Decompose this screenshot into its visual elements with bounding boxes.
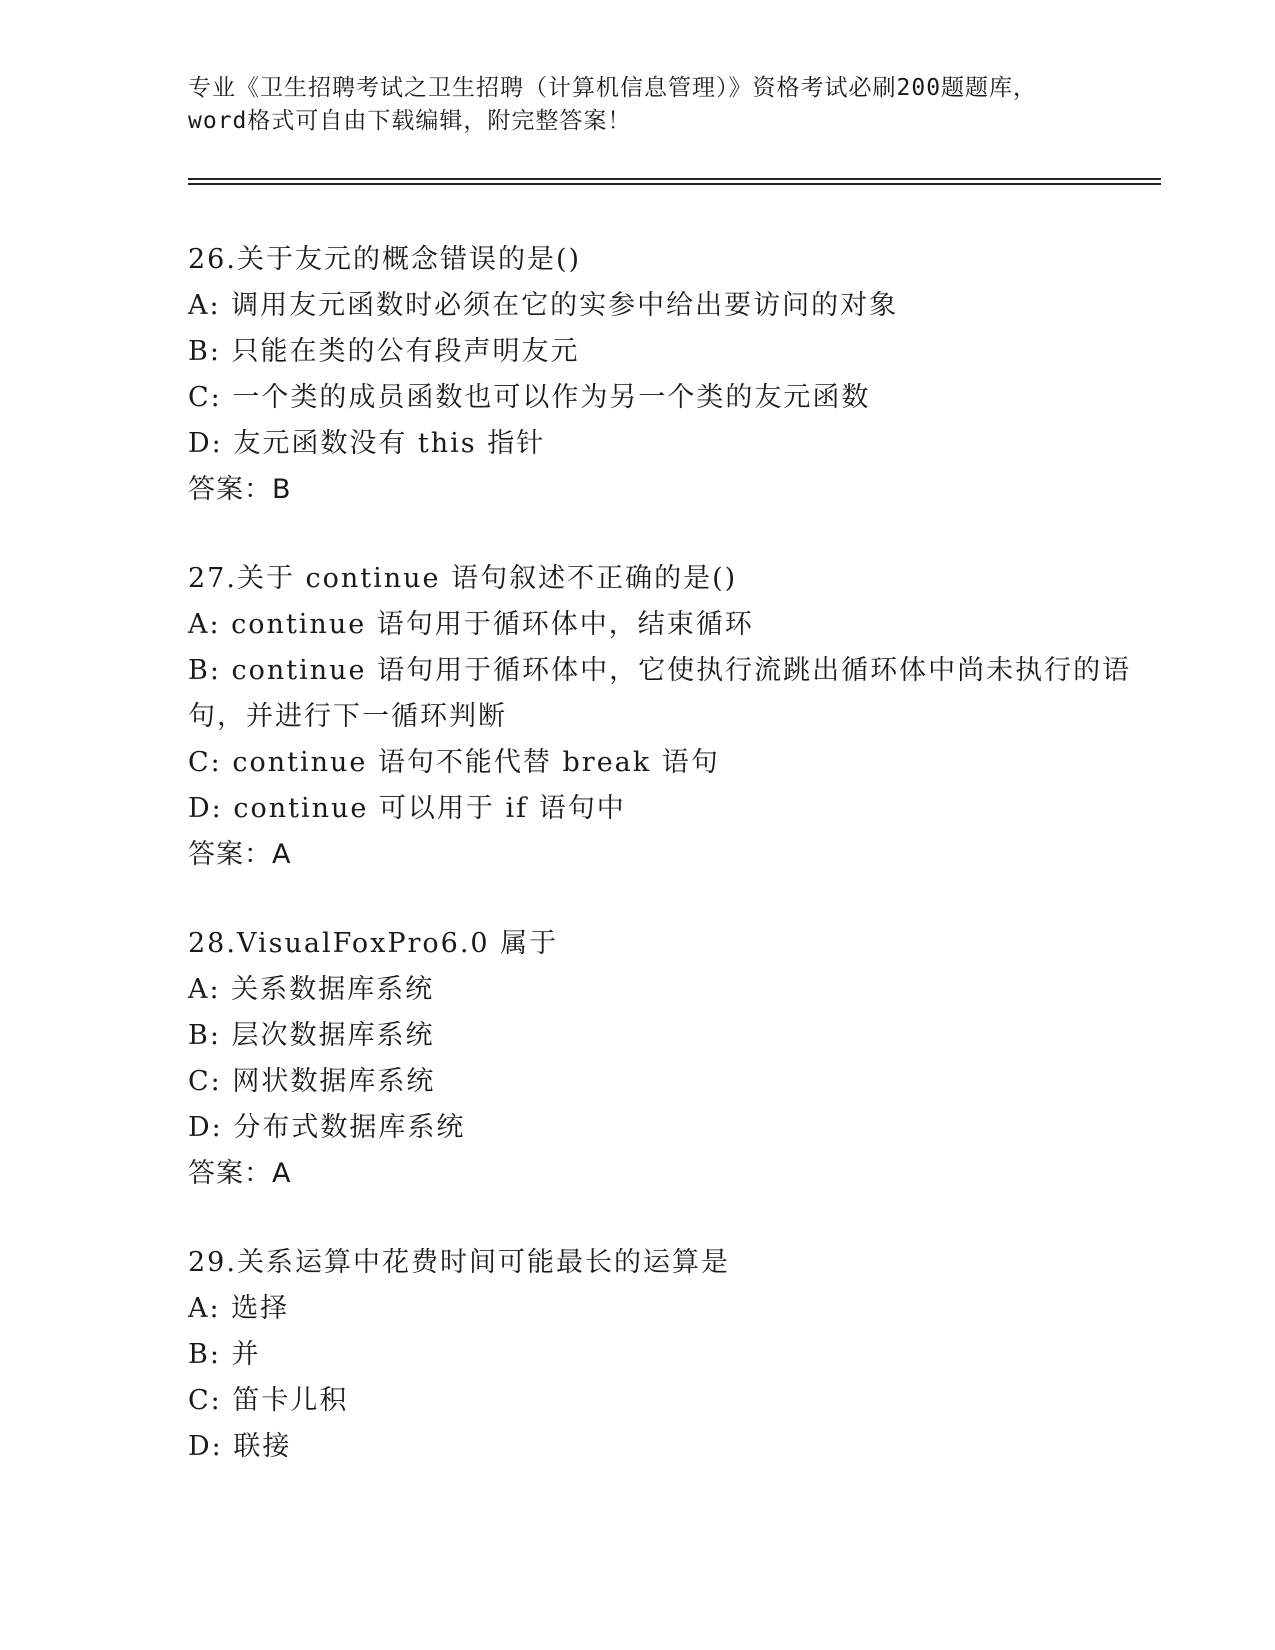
question-29 [188, 1240, 1148, 1470]
option-c: C: continue 语句不能代替 break 语句 [188, 747, 720, 778]
option-d: D: continue 可以用于 if 语句中 [188, 793, 626, 824]
option-a: A: 关系数据库系统 [188, 974, 435, 1005]
option-c: C: 笛卡儿积 [188, 1385, 349, 1416]
question-list [188, 237, 1148, 1513]
option-d: D: 分布式数据库系统 [188, 1112, 466, 1143]
option-d: D: 联接 [188, 1431, 292, 1462]
option-b: B: 并 [188, 1339, 261, 1370]
option-b: B: 层次数据库系统 [188, 1020, 435, 1051]
header-divider-bottom [188, 183, 1161, 185]
header-divider-top [188, 178, 1161, 180]
answer-label: 答案：B [188, 474, 292, 505]
answer-label: 答案：A [188, 1158, 292, 1189]
option-a: A: continue 语句用于循环体中，结束循环 [188, 609, 754, 640]
question-26 [188, 237, 1148, 513]
question-27 [188, 556, 1148, 878]
answer-label: 答案：A [188, 839, 292, 870]
option-a: A: 调用友元函数时必须在它的实参中给出要访问的对象 [188, 290, 899, 321]
option-b: B: 只能在类的公有段声明友元 [188, 336, 580, 367]
document-header [188, 72, 1088, 138]
header-line-1: 专业《卫生招聘考试之卫生招聘（计算机信息管理）》资格考试必刷200题题库， [188, 75, 1038, 101]
option-d: D: 友元函数没有 this 指针 [188, 428, 546, 459]
question-28 [188, 921, 1148, 1197]
question-title: 27.关于 continue 语句叙述不正确的是() [188, 563, 738, 594]
question-title: 29.关系运算中花费时间可能最长的运算是 [188, 1247, 730, 1278]
option-c: C: 网状数据库系统 [188, 1066, 436, 1097]
question-title: 28.VisualFoxPro6.0 属于 [188, 928, 559, 959]
header-line-2: word格式可自由下载编辑，附完整答案！ [188, 108, 632, 134]
option-c: C: 一个类的成员函数也可以作为另一个类的友元函数 [188, 382, 871, 413]
question-title: 26.关于友元的概念错误的是() [188, 244, 582, 275]
option-a: A: 选择 [188, 1293, 290, 1324]
option-b: B: continue 语句用于循环体中，它使执行流跳出循环体中尚未执行的语句，并进行下一循环判断 [188, 655, 1132, 732]
